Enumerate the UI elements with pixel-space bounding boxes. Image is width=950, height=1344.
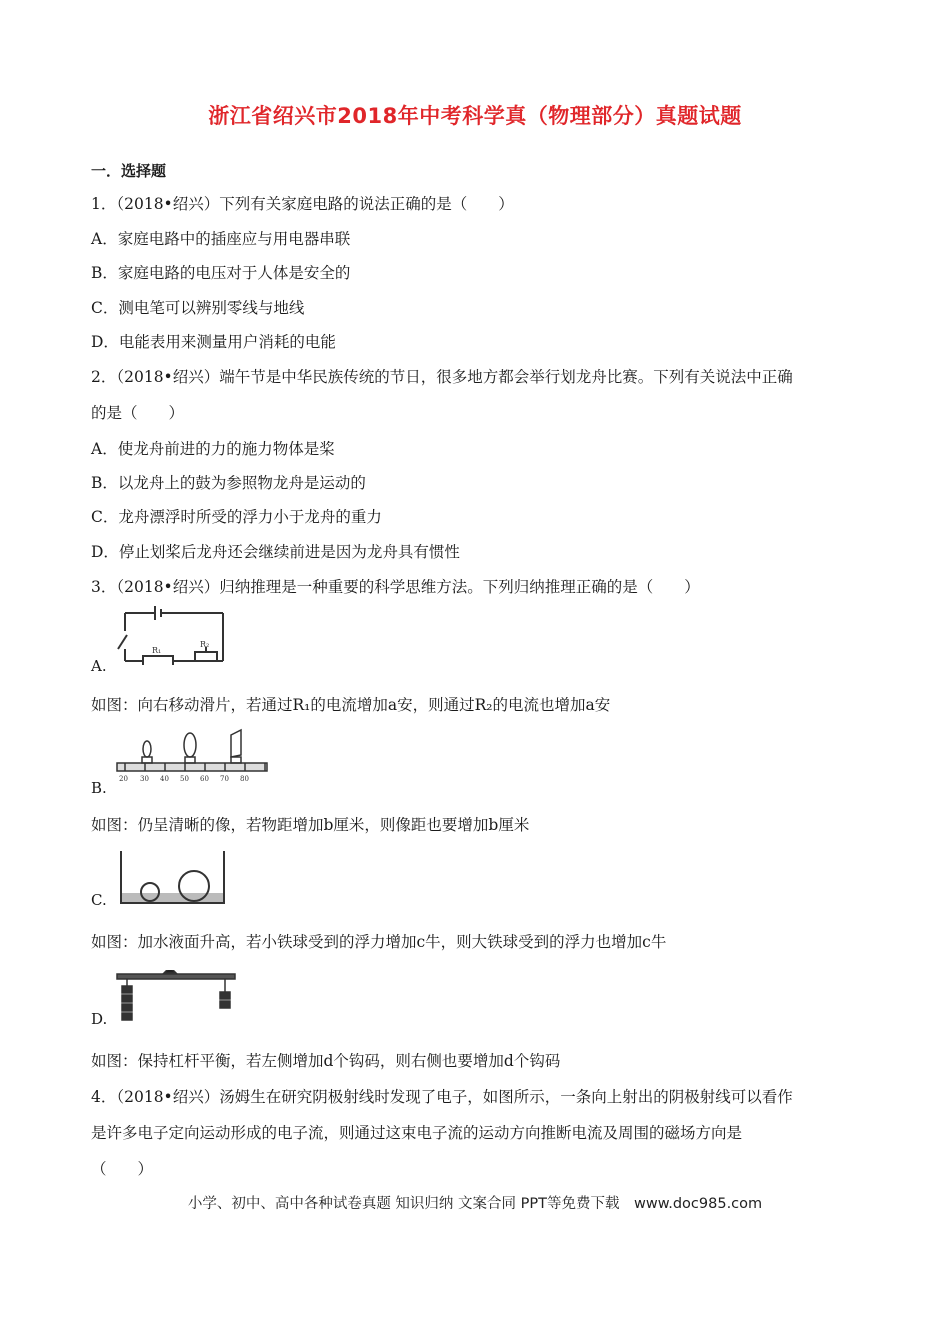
q2-option-a: A．使龙舟前进的力的施力物体是桨 [91, 440, 335, 458]
q1-option-a: A．家庭电路中的插座应与用电器串联 [91, 230, 351, 248]
q1-option-c: C．测电笔可以辨别零线与地线 [91, 299, 305, 317]
bench-tick-label: 40 [160, 775, 169, 783]
q3-option-d-text: 如图：保持杠杆平衡，若左侧增加d个钩码，则右侧也要增加d个钩码 [91, 1052, 561, 1070]
q2-option-b: B．以龙舟上的鼓为参照物龙舟是运动的 [91, 474, 366, 492]
q1-stem: 1．（2018•绍兴）下列有关家庭电路的说法正确的是（ ） [91, 195, 514, 213]
q2-option-c: C．龙舟漂浮时所受的浮力小于龙舟的重力 [91, 508, 382, 526]
lever-figure [115, 970, 240, 1025]
container-balls-figure [118, 849, 228, 907]
bench-tick-label: 70 [220, 775, 229, 783]
bench-tick-label: 50 [180, 775, 189, 783]
q4-stem-line2: 是许多电子定向运动形成的电子流，则通过这束电子流的运动方向推断电流及周围的磁场方向是 [91, 1124, 743, 1142]
page-footer: 小学、初中、高中各种试卷真题 知识归纳 文案合同 PPT等免费下载 www.doc985.com [187, 1196, 763, 1212]
q2-option-d: D．停止划桨后龙舟还会继续前进是因为龙舟具有惯性 [91, 543, 460, 561]
q3-stem: 3．（2018•绍兴）归纳推理是一种重要的科学思维方法。下列归纳推理正确的是（ ） [91, 578, 700, 596]
q2-stem-line1: 2．（2018•绍兴）端午节是中华民族传统的节日，很多地方都会举行划龙舟比赛。下列有关说法中正确 [91, 368, 793, 386]
circuit-figure [115, 603, 235, 665]
bench-tick-label: 20 [119, 775, 128, 783]
q3-option-c-text: 如图：加水液面升高，若小铁球受到的浮力增加c牛，则大铁球受到的浮力也增加c牛 [91, 933, 667, 951]
q3-option-d-label: D. [91, 1010, 108, 1028]
q4-stem-line3: （ ） [91, 1160, 154, 1178]
q4-stem-line1: 4．（2018•绍兴）汤姆生在研究阴极射线时发现了电子，如图所示，一条向上射出的阴极射线可以看作 [91, 1088, 793, 1106]
q2-stem-line2: 的是（ ） [91, 404, 185, 422]
q3-option-c-label: C. [91, 891, 107, 909]
page-title: 浙江省绍兴市2018年中考科学真（物理部分）真题试题 [208, 104, 742, 128]
q3-option-a-label: A. [91, 657, 107, 675]
bench-tick-label: 60 [200, 775, 209, 783]
q3-option-b-label: B. [91, 779, 107, 797]
q3-option-a-text: 如图：向右移动滑片，若通过R₁的电流增加a安，则通过R₂的电流也增加a安 [91, 696, 611, 714]
optical-bench-figure [115, 727, 275, 787]
q1-option-b: B．家庭电路的电压对于人体是安全的 [91, 264, 351, 282]
bench-tick-label: 30 [140, 775, 149, 783]
q3-option-b-text: 如图：仍呈清晰的像，若物距增加b厘米，则像距也要增加b厘米 [91, 816, 530, 834]
q1-option-d: D．电能表用来测量用户消耗的电能 [91, 333, 336, 351]
circuit-r2-label: R₂ [200, 640, 210, 649]
circuit-r1-label: R₁ [152, 646, 162, 655]
section-heading: 一．选择题 [91, 162, 167, 180]
bench-tick-label: 80 [240, 775, 249, 783]
